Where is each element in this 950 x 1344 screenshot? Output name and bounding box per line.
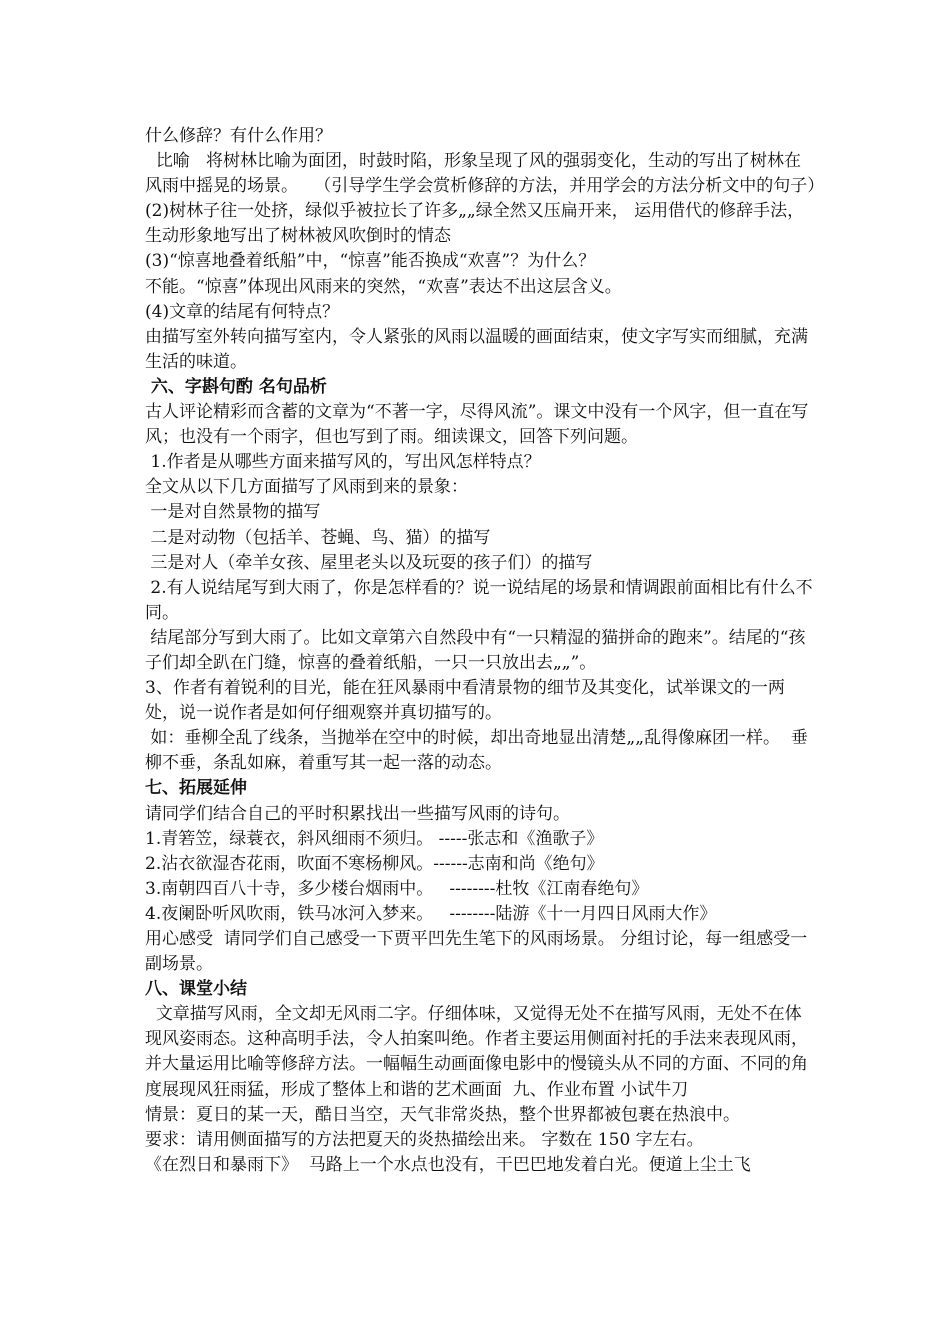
- section-heading: 八、课堂小结: [145, 979, 247, 1000]
- paragraph: 3、作者有着锐利的目光，能在狂风暴雨中看清景物的细节及其变化，试举课文的一两处，说一说作者是如何仔细观察并真切描写的。: [145, 678, 785, 724]
- paragraph: 不能。“惊喜”体现出风雨来的突然，“欢喜”表达不出这层含义。: [145, 276, 622, 297]
- paragraph: 三是对人（牵羊女孩、屋里老头以及玩耍的孩子们）的描写: [145, 552, 593, 573]
- paragraph: 用心感受 请同学们自己感受一下贾平凹先生笔下的风雨场景。 分组讨论，每一组感受一副场景。: [145, 929, 808, 975]
- poem-line: 4.夜阑卧听风吹雨，铁马冰河入梦来。 --------陆游《十一月四日风雨大作》: [145, 903, 717, 924]
- paragraph: 二是对动物（包括羊、苍蝇、鸟、猫）的描写: [145, 527, 491, 548]
- paragraph: (3)“惊喜地叠着纸船”中，“惊喜”能否换成“欢喜”？为什么？: [145, 251, 596, 272]
- paragraph: (2)树林子往一处挤，绿似乎被拉长了许多„„绿全然又压扁开来， 运用借代的修辞手法，生动形象地写出了树林被风吹倒时的情态: [145, 201, 805, 247]
- paragraph: 全文从以下几方面描写了风雨到来的景象：: [145, 477, 468, 498]
- poem-line: 3.南朝四百八十寺，多少楼台烟雨中。 --------杜牧《江南春绝句》: [145, 878, 649, 899]
- paragraph: 古人评论精彩而含蓄的文章为“不著一字，尽得风流”。课文中没有一个风字，但一直在写风；也没有一个雨字，但也写到了雨。细读课文，回答下列问题。: [145, 402, 809, 448]
- paragraph: 文章描写风雨，全文却无风雨二字。仔细体味，又觉得无处不在描写风雨，无处不在体现风姿雨态。这种高明手法，令人拍案叫绝。作者主要运用侧面衬托的手法来表现风雨，并大量运用比喻等修辞方法。一幅幅生动画面像电影中的慢镜头从不同的方面、不同的角度展现风狂雨猛，形成了整体上和谐的艺术画面 九、作业布置 小试牛刀: [145, 1004, 808, 1100]
- paragraph: 《在烈日和暴雨下》 马路上一个水点也没有，干巴巴地发着白光。便道上尘土飞: [145, 1154, 751, 1175]
- paragraph: 什么修辞？有什么作用？: [145, 126, 332, 146]
- poem-line: 1.青箬笠，绿蓑衣，斜风细雨不须归。 -----张志和《渔歌子》: [145, 828, 604, 849]
- section-heading: 六、字斟句酌 名句品析: [145, 376, 327, 397]
- poem-line: 2.沾衣欲湿杏花雨，吹面不寒杨柳风。------志南和尚《绝句》: [145, 853, 604, 874]
- paragraph: 结尾部分写到大雨了。比如文章第六自然段中有“一只精湿的猫拼命的跑来”。结尾的“孩子们却全趴在门缝，惊喜的叠着纸船，一只一只放出去„„”。: [145, 627, 806, 673]
- paragraph: 比喻 将树林比喻为面团，时鼓时陷，形象呈现了风的强弱变化，生动的写出了树林在风雨中摇晃的场景。 （引导学生学会赏析修辞的方法，并用学会的方法分析文中的句子）: [145, 151, 825, 197]
- paragraph: 情景：夏日的某一天，酷日当空，天气非常炎热，整个世界都被包裹在热浪中。: [145, 1104, 740, 1125]
- paragraph: 由描写室外转向描写室内，令人紧张的风雨以温暖的画面结束，使文字写实而细腻，充满生活的味道。: [145, 326, 808, 372]
- paragraph: (4)文章的结尾有何特点？: [145, 301, 340, 322]
- paragraph: 要求：请用侧面描写的方法把夏天的炎热描绘出来。 字数在 150 字左右。: [145, 1129, 704, 1150]
- paragraph: 如：垂柳全乱了线条，当抛举在空中的时候，却出奇地显出清楚„„乱得像麻团一样。 垂柳不垂，条乱如麻，着重写其一起一落的动态。: [145, 728, 808, 774]
- paragraph: 1.作者是从哪些方面来描写风的，写出风怎样特点？: [145, 452, 541, 473]
- paragraph: 请同学们结合自己的平时积累找出一些描写风雨的诗句。: [145, 803, 570, 824]
- document-body: [145, 124, 825, 1178]
- paragraph: 2.有人说结尾写到大雨了，你是怎样看的？说一说结尾的场景和情调跟前面相比有什么不同。: [145, 577, 813, 623]
- section-heading: 七、拓展延伸: [145, 778, 247, 799]
- paragraph: 一是对自然景物的描写: [145, 502, 321, 523]
